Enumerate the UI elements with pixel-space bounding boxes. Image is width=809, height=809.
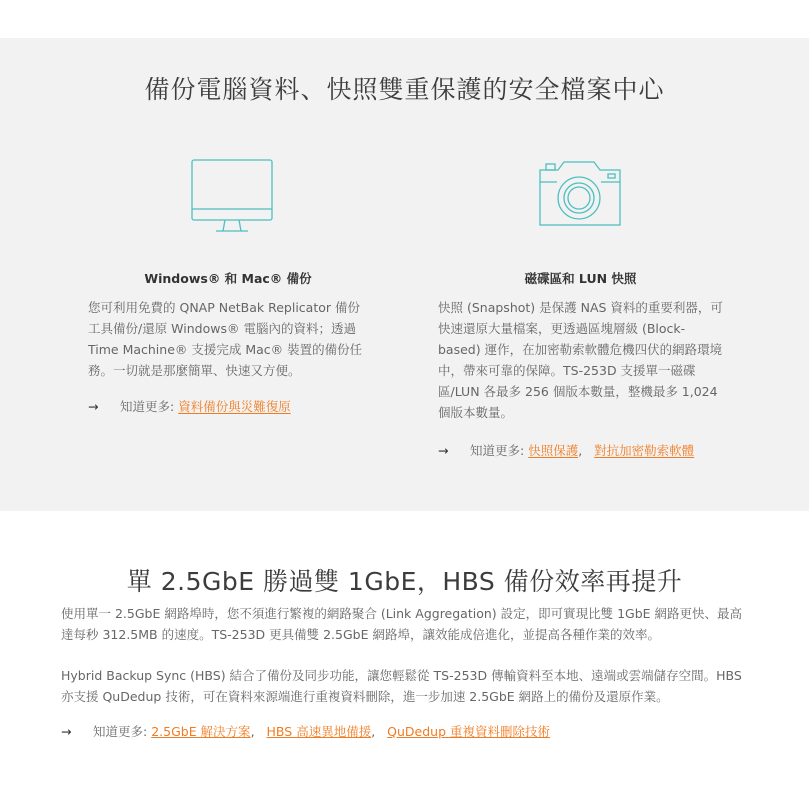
learn-more-snapshot xyxy=(438,441,723,459)
camera-icon xyxy=(438,155,723,245)
link-hbs-remote-backup[interactable]: HBS 高速異地備援 xyxy=(266,724,372,739)
link-anti-ransomware[interactable]: 對抗加密勒索軟體 xyxy=(594,443,695,458)
snapshot-heading: 磁碟區和 LUN 快照 xyxy=(524,271,637,286)
network-paragraph-2: Hybrid Backup Sync (HBS) 結合了備份及同步功能，讓您輕鬆從 TS-253D 傳輸資料至本地、遠端或雲端儲存空間。HBS 亦支援 QuDedup 技術，可在資料來源端進行重複資料刪除，進一步加速 2.5GbE 網路上的備份及還原作業。 xyxy=(61,668,742,704)
link-data-backup-recovery[interactable]: 資料備份與災難復原 xyxy=(178,399,291,414)
windows-mac-backup-column xyxy=(88,155,368,415)
section-title-backup: 備份電腦資料、快照雙重保護的安全檔案中心 xyxy=(144,75,665,104)
link-qudedup[interactable]: QuDedup 重複資料刪除技術 xyxy=(387,724,551,739)
learn-more-backup xyxy=(88,397,368,415)
link-snapshot-protection[interactable]: 快照保護 xyxy=(528,443,579,458)
learn-more-label: 知道更多: xyxy=(119,399,175,414)
snapshot-column xyxy=(438,155,723,459)
learn-more-network xyxy=(61,722,550,740)
arrow-right-icon: → xyxy=(438,443,449,458)
link-separator: , xyxy=(250,724,255,739)
learn-more-label: 知道更多: xyxy=(469,443,525,458)
link-separator: , xyxy=(578,443,583,458)
arrow-right-icon: → xyxy=(88,399,99,414)
link-25gbe-solutions[interactable]: 2.5GbE 解決方案 xyxy=(151,724,251,739)
windows-mac-backup-text: 您可利用免費的 QNAP NetBak Replicator 備份工具備份/還原 Windows® 電腦內的資料；透過 Time Machine® 支援完成 Mac® 裝置的備份任務。一切就是那麼簡單、快速又方便。 xyxy=(88,300,363,378)
arrow-right-icon: → xyxy=(61,724,72,739)
windows-mac-backup-heading: Windows® 和 Mac® 備份 xyxy=(144,271,312,286)
monitor-icon xyxy=(88,155,368,245)
learn-more-label: 知道更多: xyxy=(92,724,148,739)
link-separator: , xyxy=(371,724,376,739)
snapshot-text: 快照 (Snapshot) 是保護 NAS 資料的重要利器，可快速還原大量檔案，更透過區塊層級 (Block-based) 運作，在加密勒索軟體危機四伏的網路環境中，帶來可靠的保障。TS-253D 支援單一磁碟區/LUN 各最多 256 個版本數量，整機最多 1,024 個版本數量。 xyxy=(438,300,723,420)
section-title-network: 單 2.5GbE 勝過雙 1GbE，HBS 備份效率再提升 xyxy=(126,567,683,596)
network-paragraph-1: 使用單一 2.5GbE 網路埠時，您不須進行繁複的網路聚合 (Link Aggregation) 設定，即可實現比雙 1GbE 網路更快、最高達每秒 312.5MB 的速度。TS-253D 更具備雙 2.5GbE 網路埠，讓效能成倍進化，並提高各種作業的效率。 xyxy=(61,606,743,642)
